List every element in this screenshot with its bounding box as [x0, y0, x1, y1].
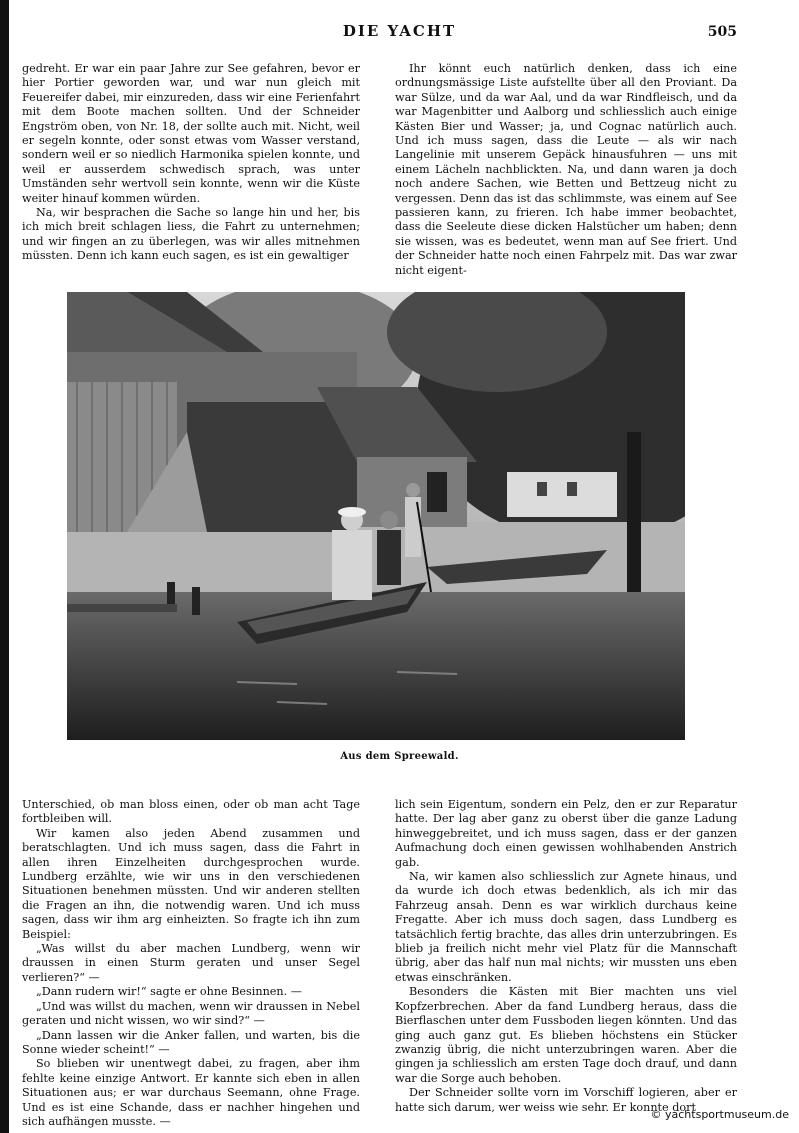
paragraph: lich sein Eigentum, sondern ein Pelz, den er zur Reparatur hatte. Der lag aber ganz zu oberst über die ganze Ladung hinweggebreitet, und ich muss sagen, dass er der ganzen Aufmachung doch einen gewissen wohlhabenden Anstrich gab. [395, 798, 737, 869]
column-bottom-right [395, 798, 737, 1115]
paragraph: Wir kamen also jeden Abend zusammen und beratschlagten. Und ich muss sagen, dass die Fahrt in allen ihren Einzelheiten durchgesprochen wurde. Lundberg erzählte, wie wir uns in den verschiedenen Situationen benehmen müssten. Und wir anderen stellten die Fragen an ihn, die notwendig waren. Und ich muss sagen, dass wir ihm arg einheizten. So fragte ich ihn zum Beispiel: [22, 826, 360, 941]
paragraph: Ihr könnt euch natürlich denken, dass ich eine ordnungsmässige Liste aufstellte über all den Proviant. Da war Sülze, und da war Aal, und da war Rindfleisch, und da war Magenbitter und Aalborg und schliesslich auch einige Kästen Bier und Wasser; ja, und Cognac natürlich auch. Und ich muss sagen, dass die Leute — als wir nach Langelinie mit unserem Gepäck hinausfuhren — uns mit einem Lächeln nachblickten. Na, und dann waren ja doch noch andere Sachen, wie Betten und Bettzeug nicht zu vergessen. Denn das ist das schlimmste, was einem auf See passieren kann, zu frieren. Ich habe immer beobachtet, dass die Seeleute diese dicken Halstücher um haben; denn sie wissen, was es bedeutet, wenn man auf See friert. Und der Schneider hatte noch einen Fahrpelz mit. Das war zwar nicht eigent- [395, 62, 737, 277]
spreewald-photo [67, 292, 685, 740]
scan-border [0, 0, 9, 1133]
paragraph: Na, wir besprachen die Sache so lange hin und her, bis ich mich breit schlagen liess, die Fahrt zu unternehmen; und wir fingen an zu überlegen, was wir alles mitnehmen müssten. Denn ich kann euch sagen, es ist ein gewaltiger [22, 206, 360, 263]
photo-image [67, 292, 685, 740]
paragraph: Unterschied, ob man bloss einen, oder ob man acht Tage fortbleiben will. [22, 798, 360, 826]
paragraph: Na, wir kamen also schliesslich zur Agnete hinaus, und da wurde ich doch etwas bedenklich, als ich mir das Fahrzeug ansah. Denn es war wirklich durchaus keine Fregatte. Aber ich muss doch sagen, dass Lundberg es tatsächlich fertig brachte, das alles drin unterzubringen. Es blieb ja freilich nicht mehr viel Platz für die Mannschaft übrig, aber das half nun mal nichts; wir mussten uns eben etwas einschränken. [395, 870, 737, 984]
paragraph: „Was willst du aber machen Lundberg, wenn wir draussen in einen Sturm geraten und unser Segel verlieren?“ — [22, 942, 360, 984]
paragraph: gedreht. Er war ein paar Jahre zur See gefahren, bevor er hier Portier geworden war, und war nun gleich mit Feuereifer dabei, mir einzureden, dass wir eine Ferienfahrt mit dem Boote machen sollten. Und der Schneider Engström oben, von Nr. 18, der sollte auch mit. Nicht, weil er segeln konnte, oder sonst etwas vom Wasser verstand, sondern weil er so niedlich Harmonika spielen konnte, und weil er ausserdem schwedisch sprach, was unter Umständen sehr wertvoll sein konnte, wenn wir die Küste weiter hinauf kommen würden. [22, 62, 360, 205]
watermark: © yachtsportmuseum.de [650, 1108, 789, 1121]
running-title: DIE YACHT [342, 22, 457, 40]
paragraph: „Und was willst du machen, wenn wir draussen in Nebel geraten und nicht wissen, wo wir sind?“ — [22, 999, 360, 1028]
paragraph: Der Schneider sollte vorn im Vorschiff logieren, aber er hatte sich darum, wer weiss wie sehr. Er konnte dort [395, 1086, 737, 1114]
paragraph: „Dann lassen wir die Anker fallen, und warten, bis die Sonne wieder scheint!“ — [22, 1028, 360, 1056]
paragraph: So blieben wir unentwegt dabei, zu fragen, aber ihm fehlte keine einzige Antwort. Er kannte sich eben in allen Situationen aus; er war durchaus Seemann, ohne Frage. Und es ist eine Schande, dass er nachher hingehen und sich aufhängen musste. — [22, 1057, 360, 1128]
paragraph: Besonders die Kästen mit Bier machten uns viel Kopfzerbrechen. Aber da fand Lundberg heraus, dass die Bierflaschen unter dem Fussboden liegen könnten. Und das ging auch ganz gut. Es blieben höchstens ein Stücker zwanzig übrig, die nicht unterzubringen waren. Aber die gingen ja schliesslich am ersten Tage doch drauf, und dann war die Sorge auch behoben. [395, 985, 737, 1085]
column-bottom-left [22, 798, 360, 1129]
paragraph: „Dann rudern wir!“ sagte er ohne Besinnen. — [36, 985, 302, 999]
photo-caption: Aus dem Spreewald. [340, 751, 459, 762]
column-top-right [395, 62, 737, 278]
page-number: 505 [707, 24, 737, 40]
column-top-left [22, 62, 360, 264]
